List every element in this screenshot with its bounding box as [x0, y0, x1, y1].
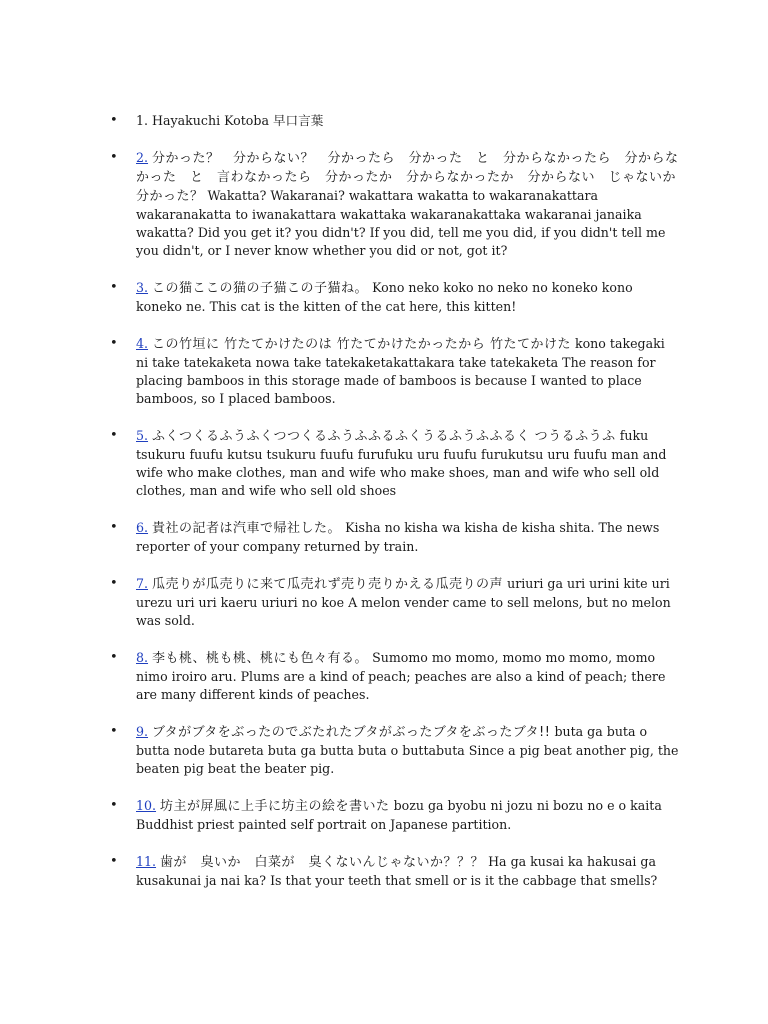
item-japanese: 坊主が屏風に上手に坊主の絵を書いた [160, 799, 390, 814]
item-text: fuku tsukuru fuufu kutsu tsukuru fuufu furufuku uru fuufu furukutsu uru fuufu man and wife who make clothes, man and wife who make shoes, man and wife who sell old clothes, man and wife who sell old shoes [136, 428, 667, 498]
item-number-link[interactable]: 9. [136, 724, 149, 739]
bullet-icon: • [110, 854, 118, 869]
item-number-link[interactable]: 3. [136, 280, 149, 295]
item-number-link[interactable]: 8. [136, 650, 149, 665]
item-text: Ha ga kusai ka hakusai ga kusakunai ja nai ka? Is that your teeth that smell or is it the cabbage that smells? [136, 854, 658, 888]
item-japanese: ブタがブタをぶったのでぶたれたブタがぶったブタをぶったブタ!! [152, 725, 551, 740]
bullet-icon: • [110, 280, 118, 295]
list-item [110, 427, 680, 500]
item-text: Sumomo mo momo, momo mo momo, momo nimo iroiro aru. Plums are a kind of peach; peaches are also a kind of peach; there are many different kinds of peaches. [136, 650, 666, 702]
bullet-icon: • [110, 724, 118, 739]
bullet-icon: • [110, 576, 118, 591]
list-item [110, 723, 680, 778]
item-japanese: 瓜売りが瓜売りに来て瓜売れず売り売りかえる瓜売りの声 [152, 577, 504, 592]
list-item [110, 112, 680, 130]
item-number-link[interactable]: 6. [136, 520, 149, 535]
item-japanese: 李も桃、桃も桃、桃にも色々有る。 [152, 651, 369, 666]
item-number-link[interactable]: 10. [136, 798, 157, 813]
item-number: 1. [136, 113, 149, 128]
item-japanese: この猫ここの猫の子猫この子猫ね。 [152, 281, 369, 296]
list-item [110, 519, 680, 556]
bullet-icon: • [110, 650, 118, 665]
item-number-link[interactable]: 7. [136, 576, 149, 591]
item-number-link[interactable]: 5. [136, 428, 149, 443]
bullet-icon: • [110, 113, 118, 128]
list-item [110, 853, 680, 890]
item-text: kono takegaki ni take tatekaketa nowa take tatekaketakattakara take tatekaketa The reason for placing bamboos in this storage made of bamboos is because I wanted to place bamboos, so I placed bamboos. [136, 336, 665, 406]
list-item [110, 649, 680, 704]
list-item [110, 149, 690, 260]
item-number-link[interactable]: 2. [136, 150, 149, 165]
item-text: Wakatta? Wakaranai? wakattara wakatta to wakaranakattara wakaranakatta to iwanakattara wakattaka wakaranakattaka wakaranai janaika wakatta? Did you get it? you didn't? If you did, tell me you did, if you didn't tell me you didn't, or I never know whether you did or not, got it? [136, 188, 666, 258]
item-text: Hayakuchi Kotoba 早口言葉 [152, 113, 324, 128]
list-item [110, 797, 680, 834]
tongue-twister-list [110, 112, 690, 909]
list-item [110, 575, 680, 630]
item-text: Kisha no kisha wa kisha de kisha shita. The news reporter of your company returned by train. [136, 520, 660, 554]
bullet-icon: • [110, 428, 118, 443]
item-japanese: 分かった？ 分からない？ 分かったら 分かった と 分からなかったら 分からなかった と 言わなかったら 分かったか 分からなかったか 分からない じゃないか 分かった？ [136, 151, 690, 204]
item-text: bozu ga byobu ni jozu ni bozu no e o kaita Buddhist priest painted self portrait on Japanese partition. [136, 798, 662, 832]
list-item [110, 279, 680, 316]
item-japanese: 歯が 臭いか 白菜が 臭くないんじゃないか？？？ [160, 855, 485, 870]
bullet-icon: • [110, 336, 118, 351]
item-text: Kono neko koko no neko no koneko kono koneko ne. This cat is the kitten of the cat here, this kitten! [136, 280, 633, 314]
list-item [110, 335, 680, 408]
bullet-icon: • [110, 150, 118, 165]
item-number-link[interactable]: 4. [136, 336, 149, 351]
item-text: uriuri ga uri urini kite uri urezu uri uri kaeru uriuri no koe A melon vender came to sell melons, but no melon was sold. [136, 576, 671, 628]
item-japanese: 貴社の記者は汽車で帰社した。 [152, 521, 342, 536]
item-text: buta ga buta o butta node butareta buta ga butta buta o buttabuta Since a pig beat another pig, the beaten pig beat the beater pig. [136, 724, 679, 776]
bullet-icon: • [110, 520, 118, 535]
item-number-link[interactable]: 11. [136, 854, 157, 869]
item-japanese: この竹垣に 竹たてかけたのは 竹たてかけたかったから 竹たてかけた [152, 337, 571, 352]
bullet-icon: • [110, 798, 118, 813]
item-japanese: ふくつくるふうふくつつくるふうふふるふくうるふうふふるく つうるふうふ [152, 429, 616, 444]
